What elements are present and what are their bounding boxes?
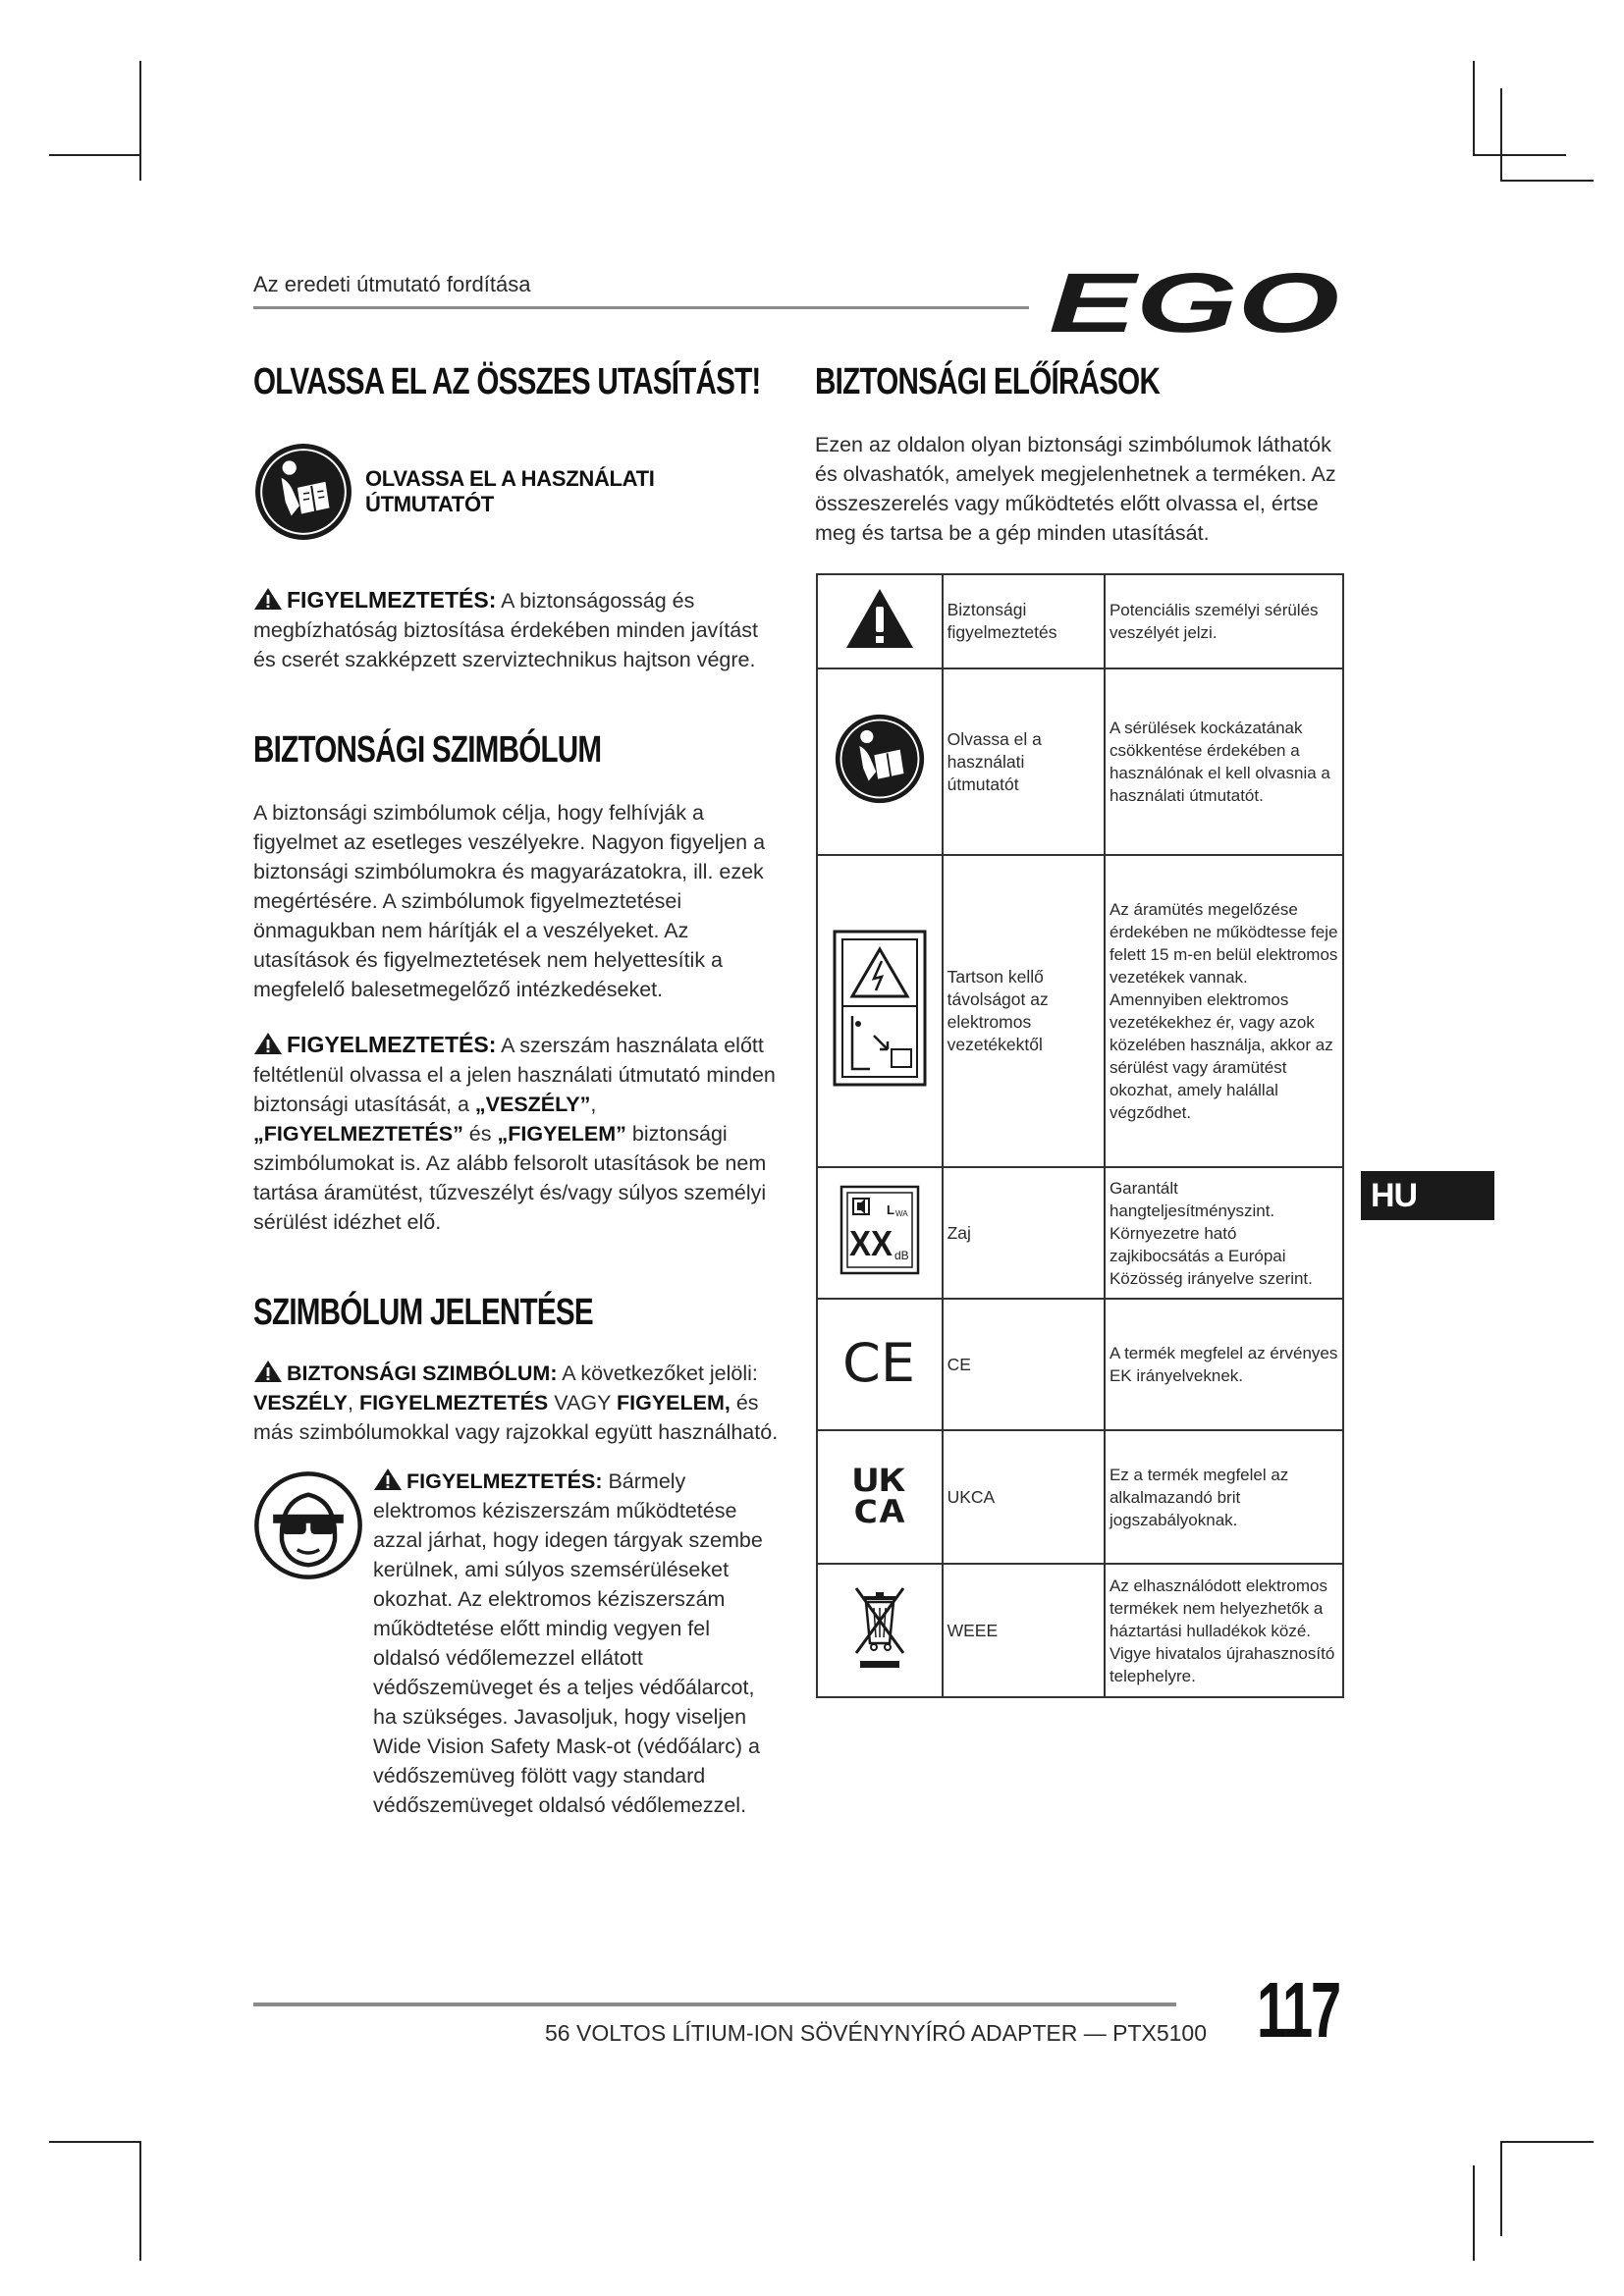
warning-triangle-icon — [253, 1360, 283, 1383]
crop-mark — [139, 2141, 141, 2261]
svg-text:dB: dB — [893, 1249, 909, 1262]
svg-text:CE: CE — [841, 1334, 915, 1389]
symbol-table — [816, 573, 1344, 1698]
symbol-name: UKCA — [943, 1430, 1105, 1564]
header-subtitle: Az eredeti útmutató fordítása — [253, 272, 531, 296]
warning-text: és — [462, 1122, 498, 1146]
svg-text:UK: UK — [851, 1462, 906, 1499]
warning-triangle-icon — [844, 587, 915, 650]
noise-level-icon — [839, 1185, 920, 1275]
svg-text:L: L — [886, 1202, 894, 1217]
caution-word: „FIGYELEM” — [497, 1122, 626, 1146]
language-tab: HU — [1361, 1171, 1494, 1220]
warning-text: A biztonságosság és megbízhatóság biztosítása érdekében minden javítást és cserét szakképzett szerviztechnikus hajtson végre. — [253, 589, 758, 671]
symbol-name: Tartson kellő távolságot az elektromos vezetékektől — [943, 855, 1105, 1167]
warning-label: FIGYELMEZTETÉS: — [406, 1469, 603, 1493]
icon-cell — [817, 1564, 943, 1697]
warning-triangle-icon — [253, 1032, 283, 1055]
crop-mark — [1500, 2141, 1594, 2143]
footer-product-name: 56 VOLTOS LÍTIUM-ION SÖVÉNYNYÍRÓ ADAPTER — PTX5100 — [545, 2020, 1208, 2046]
symbol-text: A következőket jelöli: — [557, 1362, 758, 1385]
symbol-text: és más szimbólumokkal vagy rajzokkal együtt használható. — [253, 1391, 779, 1444]
warning-text: A szerszám használata előtt feltétlenül olvassa el a jelen használati útmutató minden biztonsági utasítását, a — [253, 1034, 776, 1116]
icon-cell — [817, 668, 943, 855]
warning-word: FIGYELMEZTETÉS — [358, 1391, 549, 1415]
symbol-text: VAGY — [548, 1391, 617, 1415]
warning-triangle-icon — [373, 1468, 403, 1491]
table-row — [817, 1299, 1343, 1430]
warning-text: Bármely elektromos kéziszerszám működtetése azzal járhat, hogy idegen tárgyak szembe kerülnek, ami súlyos szemsérüléseket okozhat. Az elektromos kéziszerszám működtetése előtt mindig vegyen fel oldalsó védőlemezzel ellátott védőszemüveget és a teljes védőálarcot, ha szükséges. Javasoljuk, hogy viseljen Wide Vision Safety Mask-ot (védőálarc) a védőszemüveg fölött vagy standard védőszemüveget oldalsó védőlemezzel. — [373, 1469, 763, 1817]
safety-symbol-paragraph: A biztonsági szimbólumok célja, hogy felhívják a figyelmet az esetleges veszélyekre. Nagyon figyeljen a biztonsági szimbólumokra és magyarázatokra, ill. ezek megértésére. A szimbólumok figyelmeztetései önmagukban nem hárítják el a veszélyeket. Az utasítások és figyelmeztetések nem helyettesítik a megfelelő balesetmegelőző intézkedéseket. — [253, 801, 766, 1001]
read-manual-icon — [834, 713, 926, 805]
table-row — [817, 1167, 1343, 1299]
weee-bin-icon — [850, 1582, 909, 1673]
warning-triangle-icon — [253, 587, 283, 611]
ce-mark-icon — [840, 1334, 919, 1389]
crop-mark — [139, 61, 141, 181]
warning-label: FIGYELMEZTETÉS: — [287, 587, 497, 613]
safety-intro-paragraph: Ezen az oldalon olyan biztonsági szimbólumok láthatók és olvashatók, amelyek megjelenhetnek a terméken. Az összeszerelés vagy működtetés előtt olvassa el, értse meg és tartsa be a gép minden utasítását. — [815, 433, 1336, 545]
symbol-description: Az elhasználódott elektromos termékek nem helyezhetők a háztartási hulladékok közé. Vigye hivatalos újrahasznosító telephelyre. — [1105, 1564, 1343, 1697]
danger-word: „VESZÉLY” — [474, 1093, 591, 1116]
goggles-warning-block — [253, 1467, 784, 1820]
table-row — [817, 1564, 1343, 1697]
power-line-distance-icon — [831, 928, 929, 1089]
safety-goggles-icon — [253, 1470, 363, 1580]
right-column — [815, 363, 1345, 548]
symbol-name: Zaj — [943, 1167, 1105, 1299]
crop-mark — [1473, 154, 1566, 156]
heading-safety-regulations: BIZTONSÁGI ELŐÍRÁSOK — [815, 361, 1161, 402]
icon-cell — [817, 855, 943, 1167]
svg-text:XX: XX — [848, 1223, 893, 1263]
symbol-description: Az áramütés megelőzése érdekében ne működtesse feje felett 15 m-en belül elektromos vezetékek vannak. Amennyiben elektromos vezetékekhez ér, vagy azok közelében használja, akkor az sérülést vagy áramütést okozhat, amely halállal végződhet. — [1105, 855, 1343, 1167]
symbol-name: Olvassa el a használati útmutatót — [943, 668, 1105, 855]
warning-label: FIGYELMEZTETÉS: — [287, 1032, 497, 1057]
left-column — [253, 363, 784, 1820]
heading-read-all: OLVASSA EL AZ ÖSSZES UTASÍTÁST! — [253, 361, 761, 402]
ukca-mark-icon — [850, 1462, 909, 1526]
ego-logo — [1049, 263, 1343, 342]
footer-rule — [253, 2002, 1176, 2006]
symbol-label: BIZTONSÁGI SZIMBÓLUM: — [287, 1362, 558, 1385]
symbol-text: , — [348, 1391, 359, 1415]
icon-cell — [817, 1430, 943, 1564]
crop-mark — [1473, 2165, 1475, 2261]
read-manual-row — [253, 442, 784, 542]
table-row — [817, 855, 1343, 1167]
icon-cell — [817, 574, 943, 668]
symbol-meaning-paragraph — [253, 1359, 784, 1447]
crop-mark — [1500, 180, 1594, 182]
symbol-description: A sérülések kockázatának csökkentése érdekében a használónak el kell olvasnia a használati útmutatót. — [1105, 668, 1343, 855]
heading-symbol-meaning: SZIMBÓLUM JELENTÉSE — [253, 1292, 593, 1333]
crop-mark — [1500, 2141, 1502, 2236]
symbol-description: A termék megfelel az érvényes EK irányelveknek. — [1105, 1299, 1343, 1430]
symbol-name: WEEE — [943, 1564, 1105, 1697]
heading-safety-symbol: BIZTONSÁGI SZIMBÓLUM — [253, 729, 602, 771]
symbol-name: CE — [943, 1299, 1105, 1430]
svg-text:WA: WA — [894, 1209, 908, 1218]
goggles-warning-text — [373, 1467, 778, 1820]
svg-text:CA: CA — [851, 1493, 905, 1526]
warning-text: biztonsági szimbólumokat is. Az alább felsorolt utasítások be nem tartása áramütést, tűzveszélyt és/vagy súlyos személyi sérülést idézhet elő. — [253, 1122, 767, 1234]
symbol-description: Ez a termék megfelel az alkalmazandó brit jogszabályoknak. — [1105, 1430, 1343, 1564]
header-rule — [253, 306, 1029, 309]
symbol-description: Potenciális személyi sérülés veszélyét jelzi. — [1105, 574, 1343, 668]
warning-repair-paragraph — [253, 585, 784, 674]
page-number: 117 — [1257, 1966, 1340, 2054]
table-row — [817, 1430, 1343, 1564]
warning-text: , — [590, 1093, 597, 1116]
symbol-description: Garantált hangteljesítményszint. Környezetre ható zajkibocsátás a Európai Közösség irányelve szerint. — [1105, 1167, 1343, 1299]
warning-word: „FIGYELMEZTETÉS” — [253, 1122, 463, 1146]
crop-mark — [1473, 61, 1475, 154]
read-manual-icon — [253, 442, 353, 542]
crop-mark — [1500, 88, 1502, 182]
icon-cell — [817, 1167, 943, 1299]
danger-word: VESZÉLY — [253, 1391, 348, 1415]
read-manual-label: OLVASSA EL A HASZNÁLATI ÚTMUTATÓT — [365, 466, 655, 516]
icon-cell — [817, 1299, 943, 1430]
symbol-name: Biztonsági figyelmeztetés — [943, 574, 1105, 668]
svg-text:EGO: EGO — [1049, 263, 1339, 342]
crop-mark — [49, 2141, 139, 2143]
crop-mark — [49, 154, 139, 156]
warning-read-paragraph — [253, 1030, 784, 1237]
table-row — [817, 574, 1343, 668]
table-row — [817, 668, 1343, 855]
caution-word: FIGYELEM, — [617, 1391, 731, 1415]
